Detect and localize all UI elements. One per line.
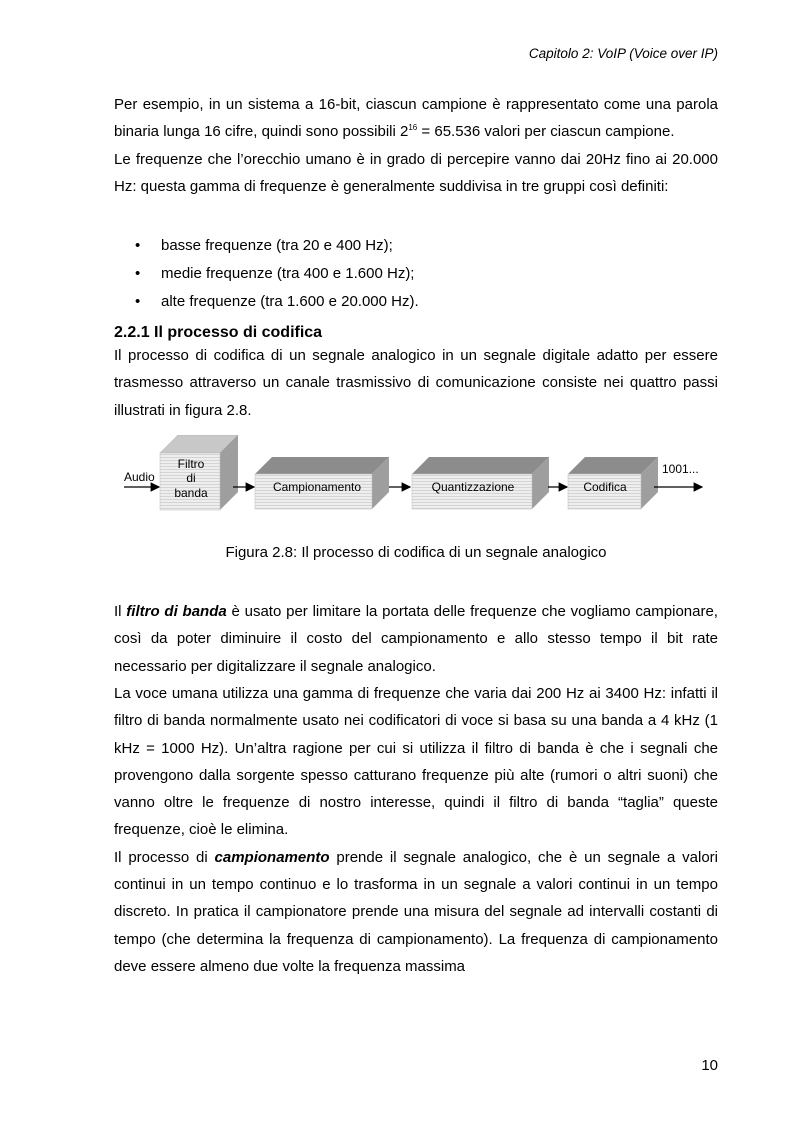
running-header: Capitolo 2: VoIP (Voice over IP) (528, 46, 718, 61)
exponent: 16 (408, 123, 418, 133)
output-label: 1001... (662, 462, 699, 477)
list-item: • alte frequenze (tra 1.600 e 20.000 Hz). (114, 288, 718, 316)
figure-caption: Figura 2.8: Il processo di codifica di un segnale analogico (225, 544, 607, 562)
paragraph-sampling: Il processo di campionamento prende il segnale analogico, che è un segnale a valori continui in un tempo continuo e lo trasforma in un segnale a valori continui in un tempo discreto. In pratica il campionatore prende una misura del segnale ad intervalli costanti di tempo (che determina la frequenza di campionamento). La frequenza di campionamento deve essere almeno due volte la frequenza massima (114, 848, 719, 975)
svg-text:di: di (186, 471, 196, 486)
block-campionamento (255, 457, 389, 509)
input-label: Audio (124, 470, 155, 485)
svg-text:banda: banda (174, 486, 208, 501)
term-campionamento: campionamento (214, 848, 330, 866)
frequency-list (114, 232, 718, 316)
block-codifica (568, 457, 658, 509)
section-heading: 2.2.1 Il processo di codifica (114, 324, 323, 342)
list-item: • medie frequenze (tra 400 e 1.600 Hz); (114, 260, 718, 288)
paragraph-voice: La voce umana utilizza una gamma di frequenze che varia dai 200 Hz ai 3400 Hz: infatti il filtro di banda normalmente usato nei codificatori di voce si basa su una banda a 4 kHz (1 kHz = 1000 Hz). Un’altra ragione per cui si utilizza il filtro di banda è che i segnali che provengono dalla sorgente spesso catturano frequenze più alte (rumori o altri suoni) che vanno oltre le frequenze di nostro interesse, quindi il filtro di banda “taglia” queste frequenze, cioè le elimina. (114, 684, 718, 839)
term-filtro-di-banda: filtro di banda (126, 603, 227, 621)
paragraph-section-intro: Il processo di codifica di un segnale analogico in un segnale digitale adatto per essere trasmesso attraverso un canale trasmissivo di comunicazione consiste nei quattro passi illustrati in figura 2.8. (114, 347, 718, 419)
figure-coding-process (114, 435, 718, 541)
block-filtro-di-banda (160, 435, 238, 510)
page-content (114, 91, 718, 980)
diagram (0, 435, 793, 541)
svg-text:Codifica: Codifica (583, 480, 627, 495)
page-number: 10 (701, 1057, 718, 1074)
block-quantizzazione (412, 457, 549, 509)
svg-text:Quantizzazione: Quantizzazione (431, 480, 515, 495)
svg-text:Campionamento: Campionamento (272, 480, 362, 495)
paragraph-frequencies: Le frequenze che l’orecchio umano è in grado di percepire vanno dai 20Hz fino ai 20.000 Hz: questa gamma di frequenze è generalmente suddivisa in tre gruppi così definiti: (114, 150, 718, 195)
list-item: • basse frequenze (tra 20 e 400 Hz); (114, 232, 718, 260)
paragraph-sampling-bits: Per esempio, in un sistema a 16-bit, ciascun campione è rappresentato come una parola binaria lunga 16 cifre, quindi sono possibili $2^{16} = 65.536$ valori per ciascun campione. (114, 96, 718, 141)
paragraph-filter: Il filtro di banda è usato per limitare la portata delle frequenze che vogliamo campionare, così da poter diminuire il costo del campionamento e allo stesso tempo il bit rate necessario per digitalizzare il segnale analogico. (114, 603, 718, 675)
svg-text:Filtro: Filtro (177, 457, 205, 472)
